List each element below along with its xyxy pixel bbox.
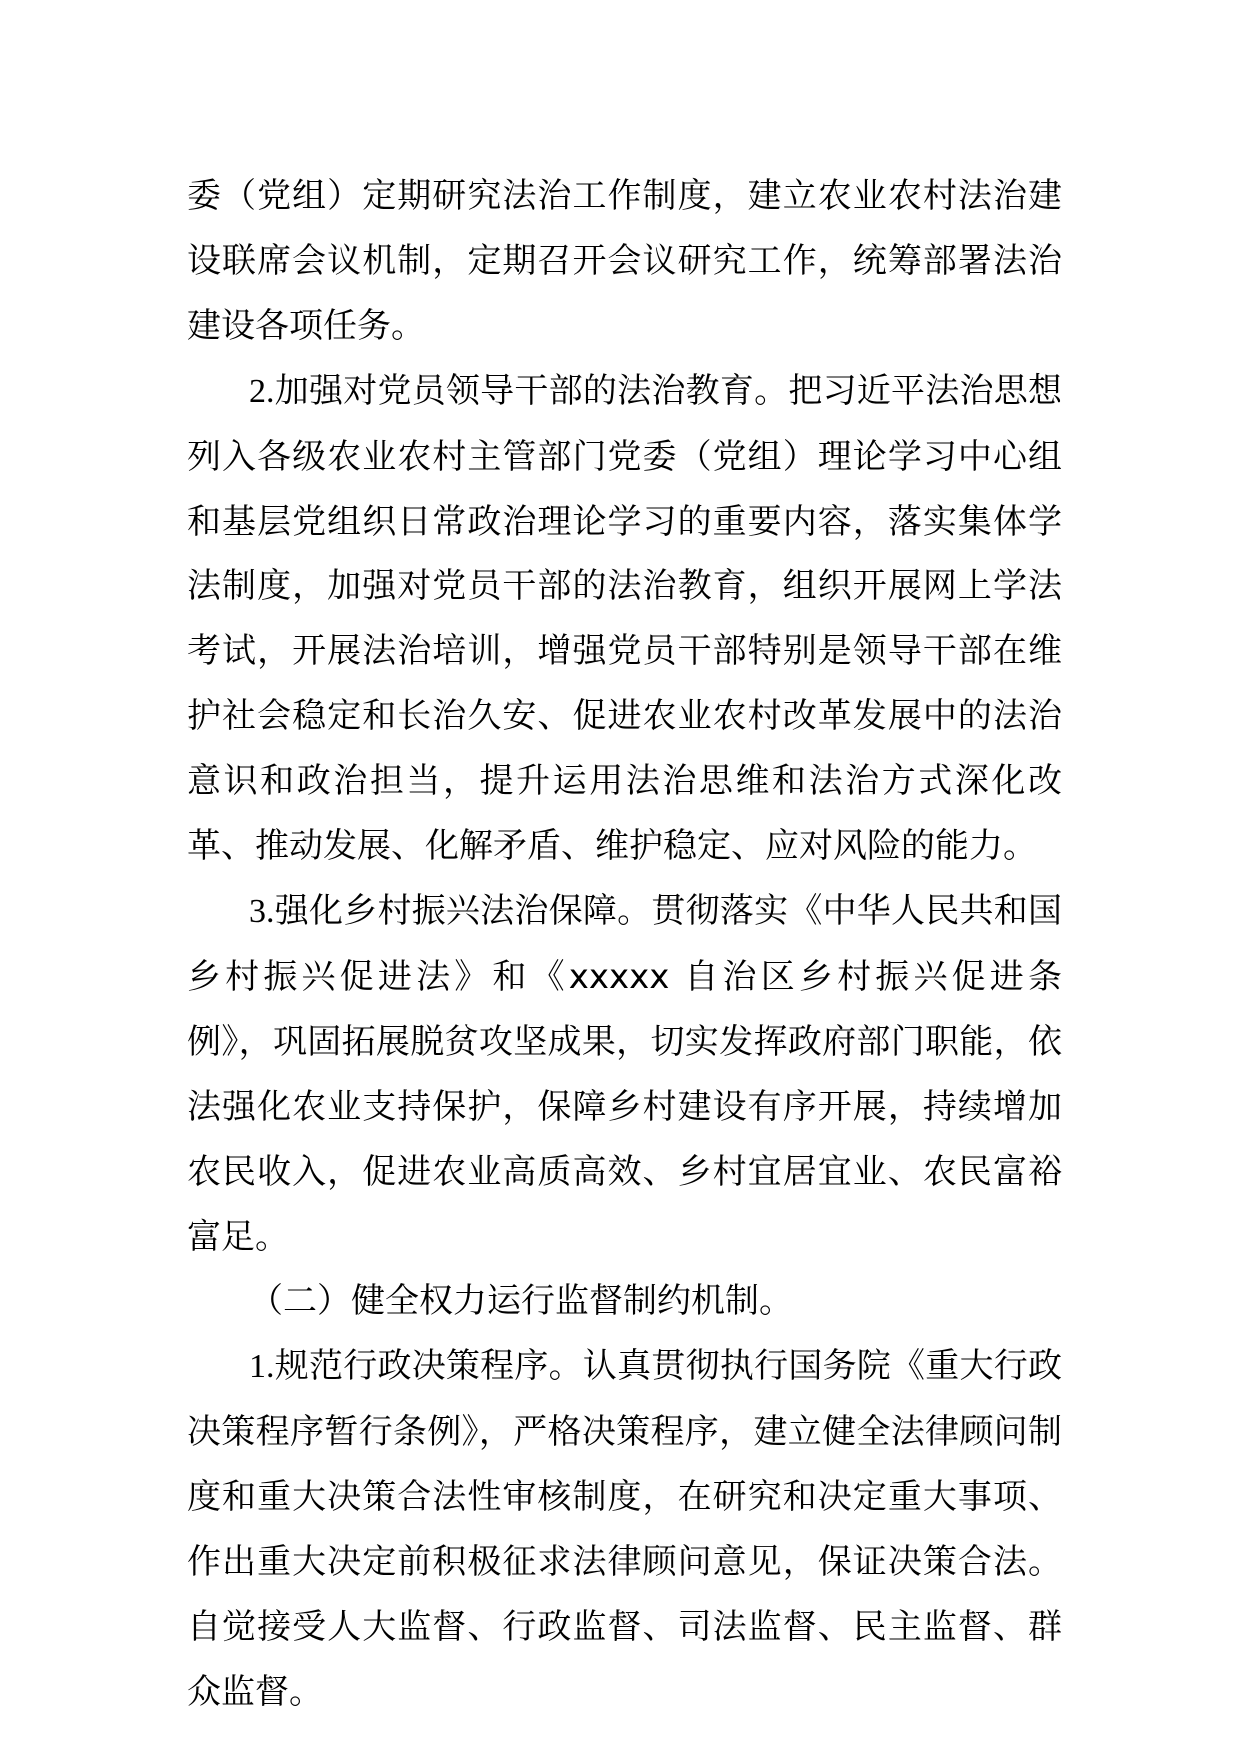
item-number: 3. — [249, 892, 275, 930]
item-number: 2. — [249, 372, 275, 410]
paragraph-text: 强化乡村振兴法治保障。贯彻落实《中华人民共和国乡村振兴促进法》和《xxxxx 自治区乡村振兴促进条例》，巩固拓展脱贫攻坚成果，切实发挥政府部门职能，依法强化农业支持保护，保障乡村建设有序开展，持续增加农民收入，促进农业高质高效、乡村宜居宜业、农民富裕富足。 — [187, 890, 1062, 1257]
paragraph-item-3 — [187, 879, 1062, 1269]
paragraph-text: 规范行政决策程序。认真贯彻执行国务院《重大行政决策程序暂行条例》，严格决策程序，建立健全法律顾问制度和重大决策合法性审核制度，在研究和决定重大事项、作出重大决定前积极征求法律顾问意见，保证决策合法。自觉接受人大监督、行政监督、司法监督、民主监督、群众监督。 — [187, 1346, 1062, 1712]
section-heading: （二）健全权力运行监督制约机制。 — [249, 1281, 793, 1322]
paragraph-continuation: 委（党组）定期研究法治工作制度，建立农业农村法治建设联席会议机制，定期召开会议研究工作，统筹部署法治建设各项任务。 — [187, 176, 1062, 346]
paragraph-item-2 — [187, 359, 1062, 879]
paragraph-text: 加强对党员领导干部的法治教育。把习近平法治思想列入各级农业农村主管部门党委（党组）理论学习中心组和基层党组织日常政治理论学习的重要内容，落实集体学法制度，加强对党员干部的法治教育，组织开展网上学法考试，开展法治培训，增强党员干部特别是领导干部在维护社会稳定和长治久安、促进农业农村改革发展中的法治意识和政治担当，提升运用法治思维和法治方式深化改革、推动发展、化解矛盾、维护稳定、应对风险的能力。 — [187, 370, 1062, 867]
paragraph-item-1 — [187, 1334, 1062, 1724]
item-number: 1. — [249, 1348, 275, 1386]
document-body — [187, 164, 1062, 1725]
